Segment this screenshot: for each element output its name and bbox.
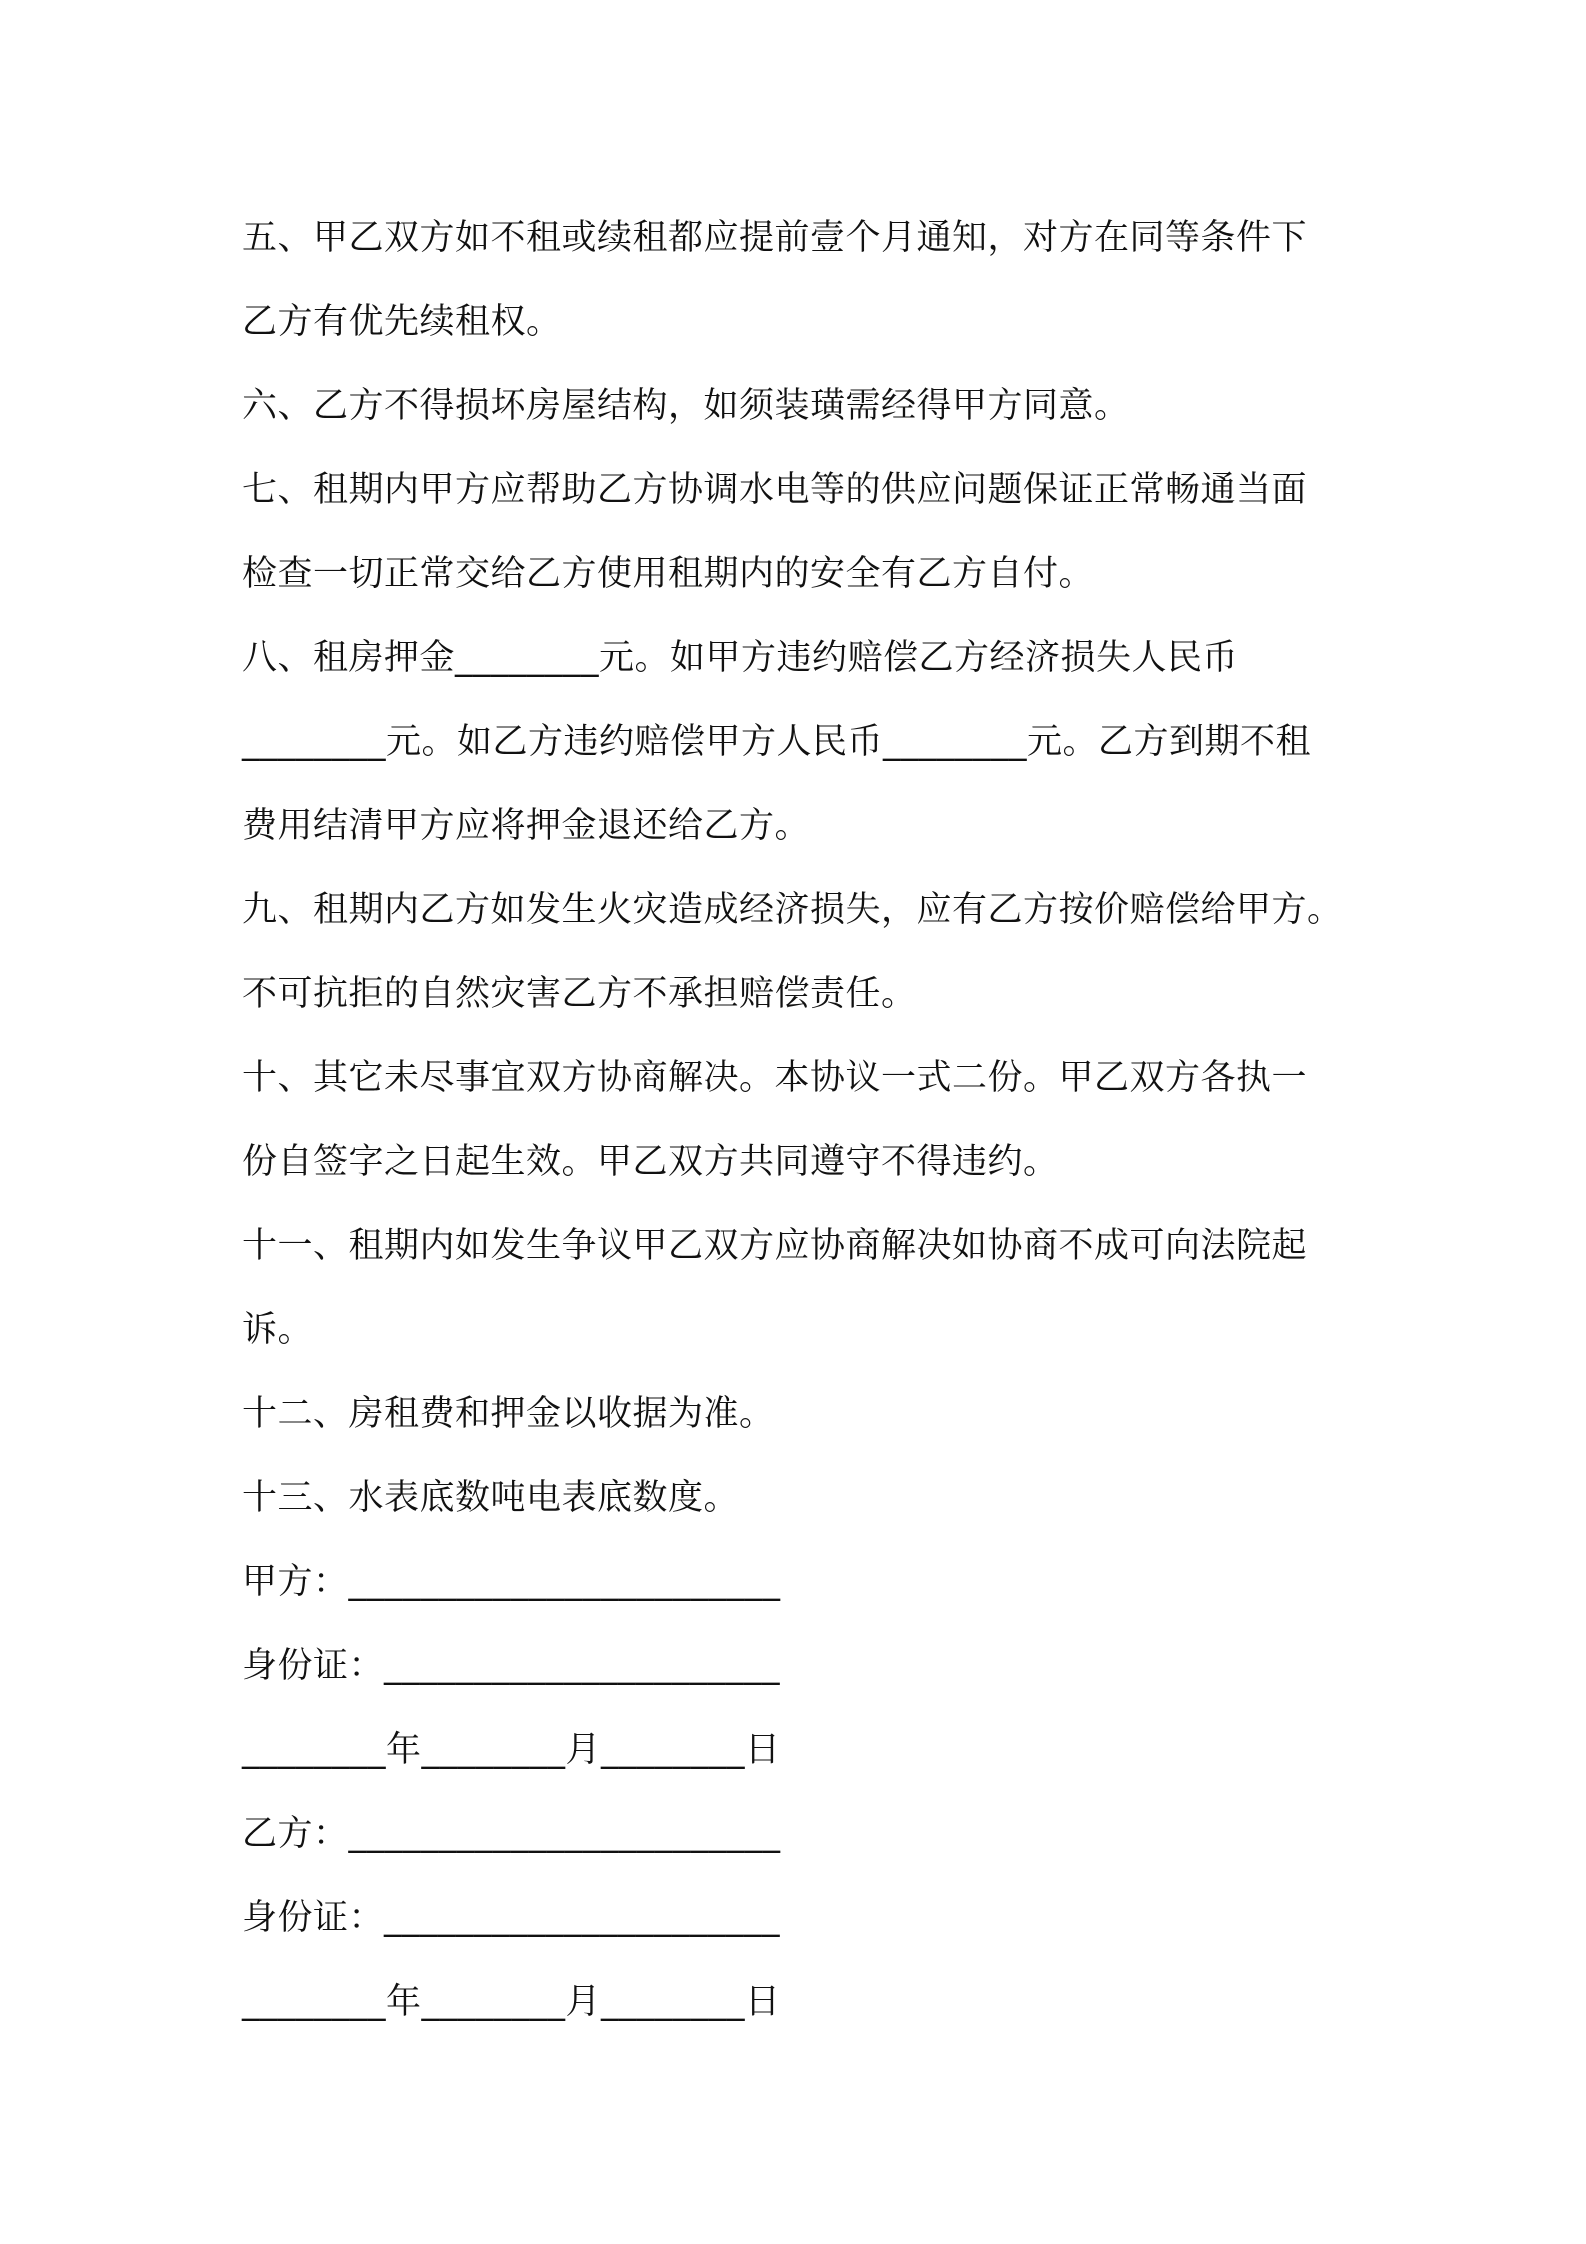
clause-13-line-1: 十三、水表底数吨电表底数度。: [242, 1478, 740, 1518]
party-b-signature-line: 乙方：________________________: [242, 1814, 781, 1854]
clause-11-line-2: 诉。: [242, 1310, 314, 1350]
clause-8-line-3: 费用结清甲方应将押金退还给乙方。: [242, 806, 811, 846]
party-b-date-line: ________年________月________日: [242, 1982, 781, 2022]
party-b-id-line: 身份证：______________________: [242, 1898, 781, 1938]
clause-9-line-1: 九、租期内乙方如发生火灾造成经济损失，应有乙方按价赔偿给甲方。: [242, 890, 1343, 930]
clause-5-line-1: 五、甲乙双方如不租或续租都应提前壹个月通知，对方在同等条件下: [242, 218, 1308, 258]
party-a-id-line: 身份证：______________________: [242, 1646, 781, 1686]
clause-7-line-2: 检查一切正常交给乙方使用租期内的安全有乙方自付。: [242, 554, 1095, 594]
party-a-date-line: ________年________月________日: [242, 1730, 781, 1770]
party-a-signature-line: 甲方：________________________: [242, 1562, 781, 1602]
clause-11-line-1: 十一、租期内如发生争议甲乙双方应协商解决如协商不成可向法院起: [242, 1226, 1308, 1266]
clause-5-line-2: 乙方有优先续租权。: [242, 302, 562, 342]
clause-7-line-1: 七、租期内甲方应帮助乙方协调水电等的供应问题保证正常畅通当面: [242, 470, 1308, 510]
clause-10-line-2: 份自签字之日起生效。甲乙双方共同遵守不得违约。: [242, 1142, 1059, 1182]
clause-8-line-2: ________元。如乙方违约赔偿甲方人民币________元。乙方到期不租: [242, 722, 1312, 762]
document-body: [242, 196, 1362, 2044]
clause-8-line-1: 八、租房押金________元。如甲方违约赔偿乙方经济损失人民币: [242, 638, 1239, 678]
clause-10-line-1: 十、其它未尽事宜双方协商解决。本协议一式二份。甲乙双方各执一: [242, 1058, 1308, 1098]
clause-12-line-1: 十二、房租费和押金以收据为准。: [242, 1394, 775, 1434]
clause-9-line-2: 不可抗拒的自然灾害乙方不承担赔偿责任。: [242, 974, 917, 1014]
clause-6-line-1: 六、乙方不得损坏房屋结构，如须装璜需经得甲方同意。: [242, 386, 1130, 426]
